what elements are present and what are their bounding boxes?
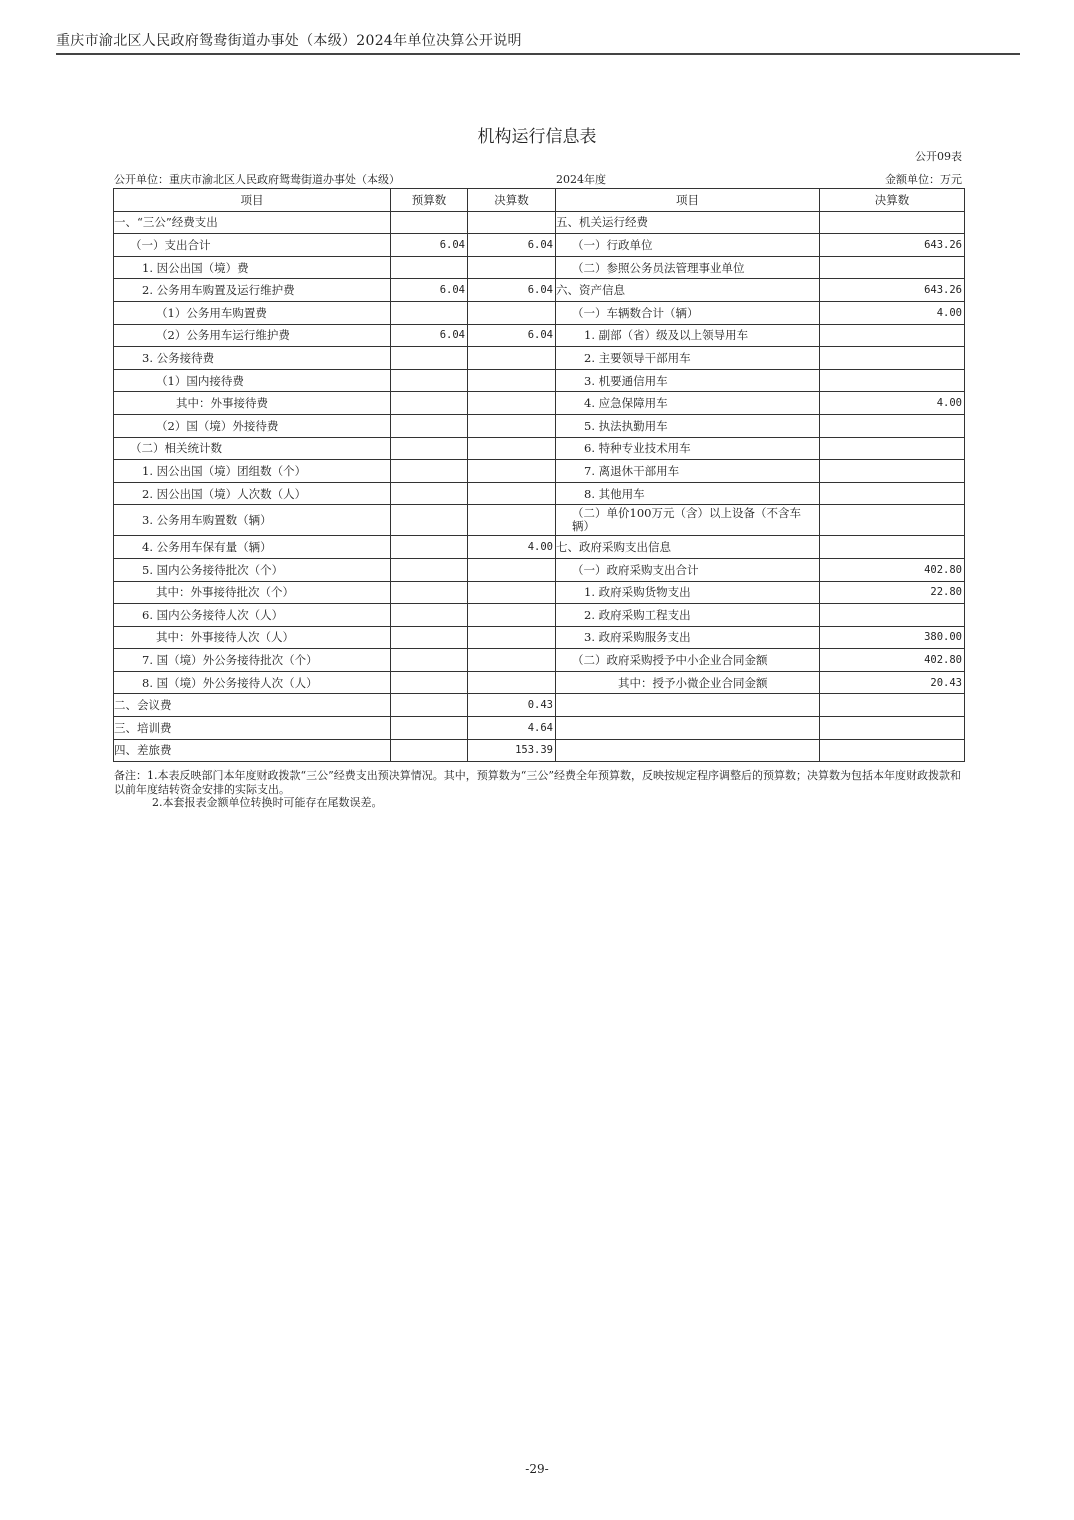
budget-cell [391,626,468,649]
left-item-cell: 7. 国（境）外公务接待批次（个） [114,649,391,672]
final-cell: 6.04 [468,234,556,257]
right-item-cell: 2. 主要领导干部用车 [556,347,820,370]
right-final-cell [820,604,965,627]
final-cell [468,256,556,279]
money-unit: 金额单位：万元 [885,173,962,186]
budget-cell [391,604,468,627]
right-item-cell: 6. 特种专业技术用车 [556,437,820,460]
final-cell: 4.00 [468,536,556,559]
right-final-cell: 643.26 [820,234,965,257]
left-item-cell: （2）公务用车运行维护费 [114,324,391,347]
right-item-cell: 7. 离退休干部用车 [556,460,820,483]
budget-cell: 6.04 [391,234,468,257]
right-item-cell: 六、资产信息 [556,279,820,302]
right-item-cell [556,717,820,740]
right-item-cell: 七、政府采购支出信息 [556,536,820,559]
budget-cell [391,558,468,581]
table-row [114,626,965,649]
budget-cell [391,437,468,460]
right-final-cell [820,324,965,347]
table-row [114,482,965,505]
table-row [114,301,965,324]
right-final-cell [820,437,965,460]
table-row [114,536,965,559]
left-item-cell: 2. 因公出国（境）人次数（人） [114,482,391,505]
table-row [114,369,965,392]
header-right-item: 项目 [556,189,820,212]
table-row [114,437,965,460]
budget-cell [391,717,468,740]
left-item-cell: 其中：外事接待批次（个） [114,581,391,604]
budget-cell [391,649,468,672]
table-row [114,279,965,302]
header-final: 决算数 [468,189,556,212]
right-item-cell: 其中：授予小微企业合同金额 [556,671,820,694]
right-item-cell: 3. 机要通信用车 [556,369,820,392]
budget-cell: 6.04 [391,279,468,302]
final-cell [468,482,556,505]
budget-cell [391,256,468,279]
left-item-cell: 其中：外事接待人次（人） [114,626,391,649]
table-notes [114,769,962,810]
right-final-cell [820,717,965,740]
left-item-cell: 四、差旅费 [114,739,391,762]
table-body [114,211,965,762]
right-final-cell [820,414,965,437]
budget-cell [391,694,468,717]
right-item-cell [556,739,820,762]
right-final-cell [820,739,965,762]
final-cell: 6.04 [468,279,556,302]
reporting-unit: 公开单位：重庆市渝北区人民政府鸳鸯街道办事处（本级） [114,173,400,186]
budget-cell [391,347,468,370]
left-item-cell: （1）国内接待费 [114,369,391,392]
budget-cell [391,414,468,437]
right-final-cell [820,347,965,370]
right-final-cell [820,505,965,536]
final-cell [468,649,556,672]
table-row [114,649,965,672]
left-item-cell: （2）国（境）外接待费 [114,414,391,437]
table-header-row [114,189,965,212]
budget-cell [391,482,468,505]
table-row [114,717,965,740]
budget-cell [391,211,468,234]
right-item-cell: （一）政府采购支出合计 [556,558,820,581]
right-item-cell: 1. 副部（省）级及以上领导用车 [556,324,820,347]
budget-cell [391,301,468,324]
final-cell: 153.39 [468,739,556,762]
left-item-cell: （1）公务用车购置费 [114,301,391,324]
budget-cell [391,392,468,415]
left-item-cell: 3. 公务用车购置数（辆） [114,505,391,536]
table-row [114,392,965,415]
final-cell [468,604,556,627]
running-header: 重庆市渝北区人民政府鸳鸯街道办事处（本级）2024年单位决算公开说明 [56,33,522,49]
final-cell [468,211,556,234]
final-cell [468,626,556,649]
right-item-cell [556,694,820,717]
fiscal-year: 2024年度 [556,173,606,186]
final-cell [468,505,556,536]
table-row [114,739,965,762]
right-item-cell: 5. 执法执勤用车 [556,414,820,437]
table-row [114,604,965,627]
right-item-cell: （一）车辆数合计（辆） [556,301,820,324]
left-item-cell: （一）支出合计 [114,234,391,257]
budget-cell [391,505,468,536]
table-row [114,324,965,347]
budget-cell [391,671,468,694]
table-row [114,414,965,437]
right-final-cell: 20.43 [820,671,965,694]
table-row [114,581,965,604]
left-item-cell: 5. 国内公务接待批次（个） [114,558,391,581]
right-item-cell: （二）参照公务员法管理事业单位 [556,256,820,279]
table-row [114,234,965,257]
left-item-cell: 其中：外事接待费 [114,392,391,415]
header-left-item: 项目 [114,189,391,212]
right-final-cell: 643.26 [820,279,965,302]
final-cell [468,301,556,324]
left-item-cell: 1. 因公出国（境）费 [114,256,391,279]
right-item-cell: 2. 政府采购工程支出 [556,604,820,627]
note-line-1: 备注：1.本表反映部门本年度财政拨款“三公”经费支出预决算情况。其中，预算数为“三公”经费全年预算数，反映按规定程序调整后的预算数；决算数为包括本年度财政拨款和以前年度结转资金安排的实际支出。 [114,769,961,796]
budget-cell [391,369,468,392]
left-item-cell: 二、会议费 [114,694,391,717]
right-final-cell [820,460,965,483]
table-row [114,211,965,234]
table-row [114,347,965,370]
budget-cell [391,536,468,559]
right-final-cell [820,369,965,392]
right-item-cell: 3. 政府采购服务支出 [556,626,820,649]
final-cell: 4.64 [468,717,556,740]
page-title: 机构运行信息表 [477,127,597,147]
table-number: 公开09表 [915,150,962,163]
final-cell [468,460,556,483]
right-final-cell: 4.00 [820,392,965,415]
final-cell [468,414,556,437]
final-cell [468,369,556,392]
left-item-cell: 4. 公务用车保有量（辆） [114,536,391,559]
left-item-cell: （二）相关统计数 [114,437,391,460]
header-rule [56,53,1020,55]
table-row [114,505,965,536]
left-item-cell: 2. 公务用车购置及运行维护费 [114,279,391,302]
right-item-cell: 8. 其他用车 [556,482,820,505]
right-final-cell [820,482,965,505]
final-cell: 6.04 [468,324,556,347]
budget-cell [391,739,468,762]
table-row [114,694,965,717]
final-cell [468,437,556,460]
table-row [114,460,965,483]
right-final-cell: 22.80 [820,581,965,604]
left-item-cell: 6. 国内公务接待人次（人） [114,604,391,627]
page-number: -29- [525,1462,549,1476]
right-final-cell: 4.00 [820,301,965,324]
right-final-cell: 402.80 [820,558,965,581]
right-final-cell [820,211,965,234]
right-item-cell: （二）单价100万元（含）以上设备（不含车辆） [556,505,820,536]
table-row [114,671,965,694]
right-item-cell: 1. 政府采购货物支出 [556,581,820,604]
header-budget: 预算数 [391,189,468,212]
final-cell [468,581,556,604]
left-item-cell: 一、“三公”经费支出 [114,211,391,234]
right-final-cell: 380.00 [820,626,965,649]
right-final-cell [820,694,965,717]
table-row [114,256,965,279]
final-cell [468,558,556,581]
left-item-cell: 3. 公务接待费 [114,347,391,370]
budget-cell [391,460,468,483]
left-item-cell: 1. 因公出国（境）团组数（个） [114,460,391,483]
final-cell: 0.43 [468,694,556,717]
budget-cell: 6.04 [391,324,468,347]
right-item-cell: （二）政府采购授予中小企业合同金额 [556,649,820,672]
right-final-cell [820,536,965,559]
final-cell [468,671,556,694]
final-cell [468,392,556,415]
final-cell [468,347,556,370]
note-line-2: 2.本套报表金额单位转换时可能存在尾数误差。 [152,796,383,809]
right-item-cell: 五、机关运行经费 [556,211,820,234]
table-row [114,558,965,581]
table-meta-row [114,171,962,185]
right-item-cell: 4. 应急保障用车 [556,392,820,415]
right-item-cell: （一）行政单位 [556,234,820,257]
budget-cell [391,581,468,604]
right-final-cell: 402.80 [820,649,965,672]
left-item-cell: 三、培训费 [114,717,391,740]
right-final-cell [820,256,965,279]
left-item-cell: 8. 国（境）外公务接待人次（人） [114,671,391,694]
institution-operation-table [113,188,965,762]
header-right-final: 决算数 [820,189,965,212]
